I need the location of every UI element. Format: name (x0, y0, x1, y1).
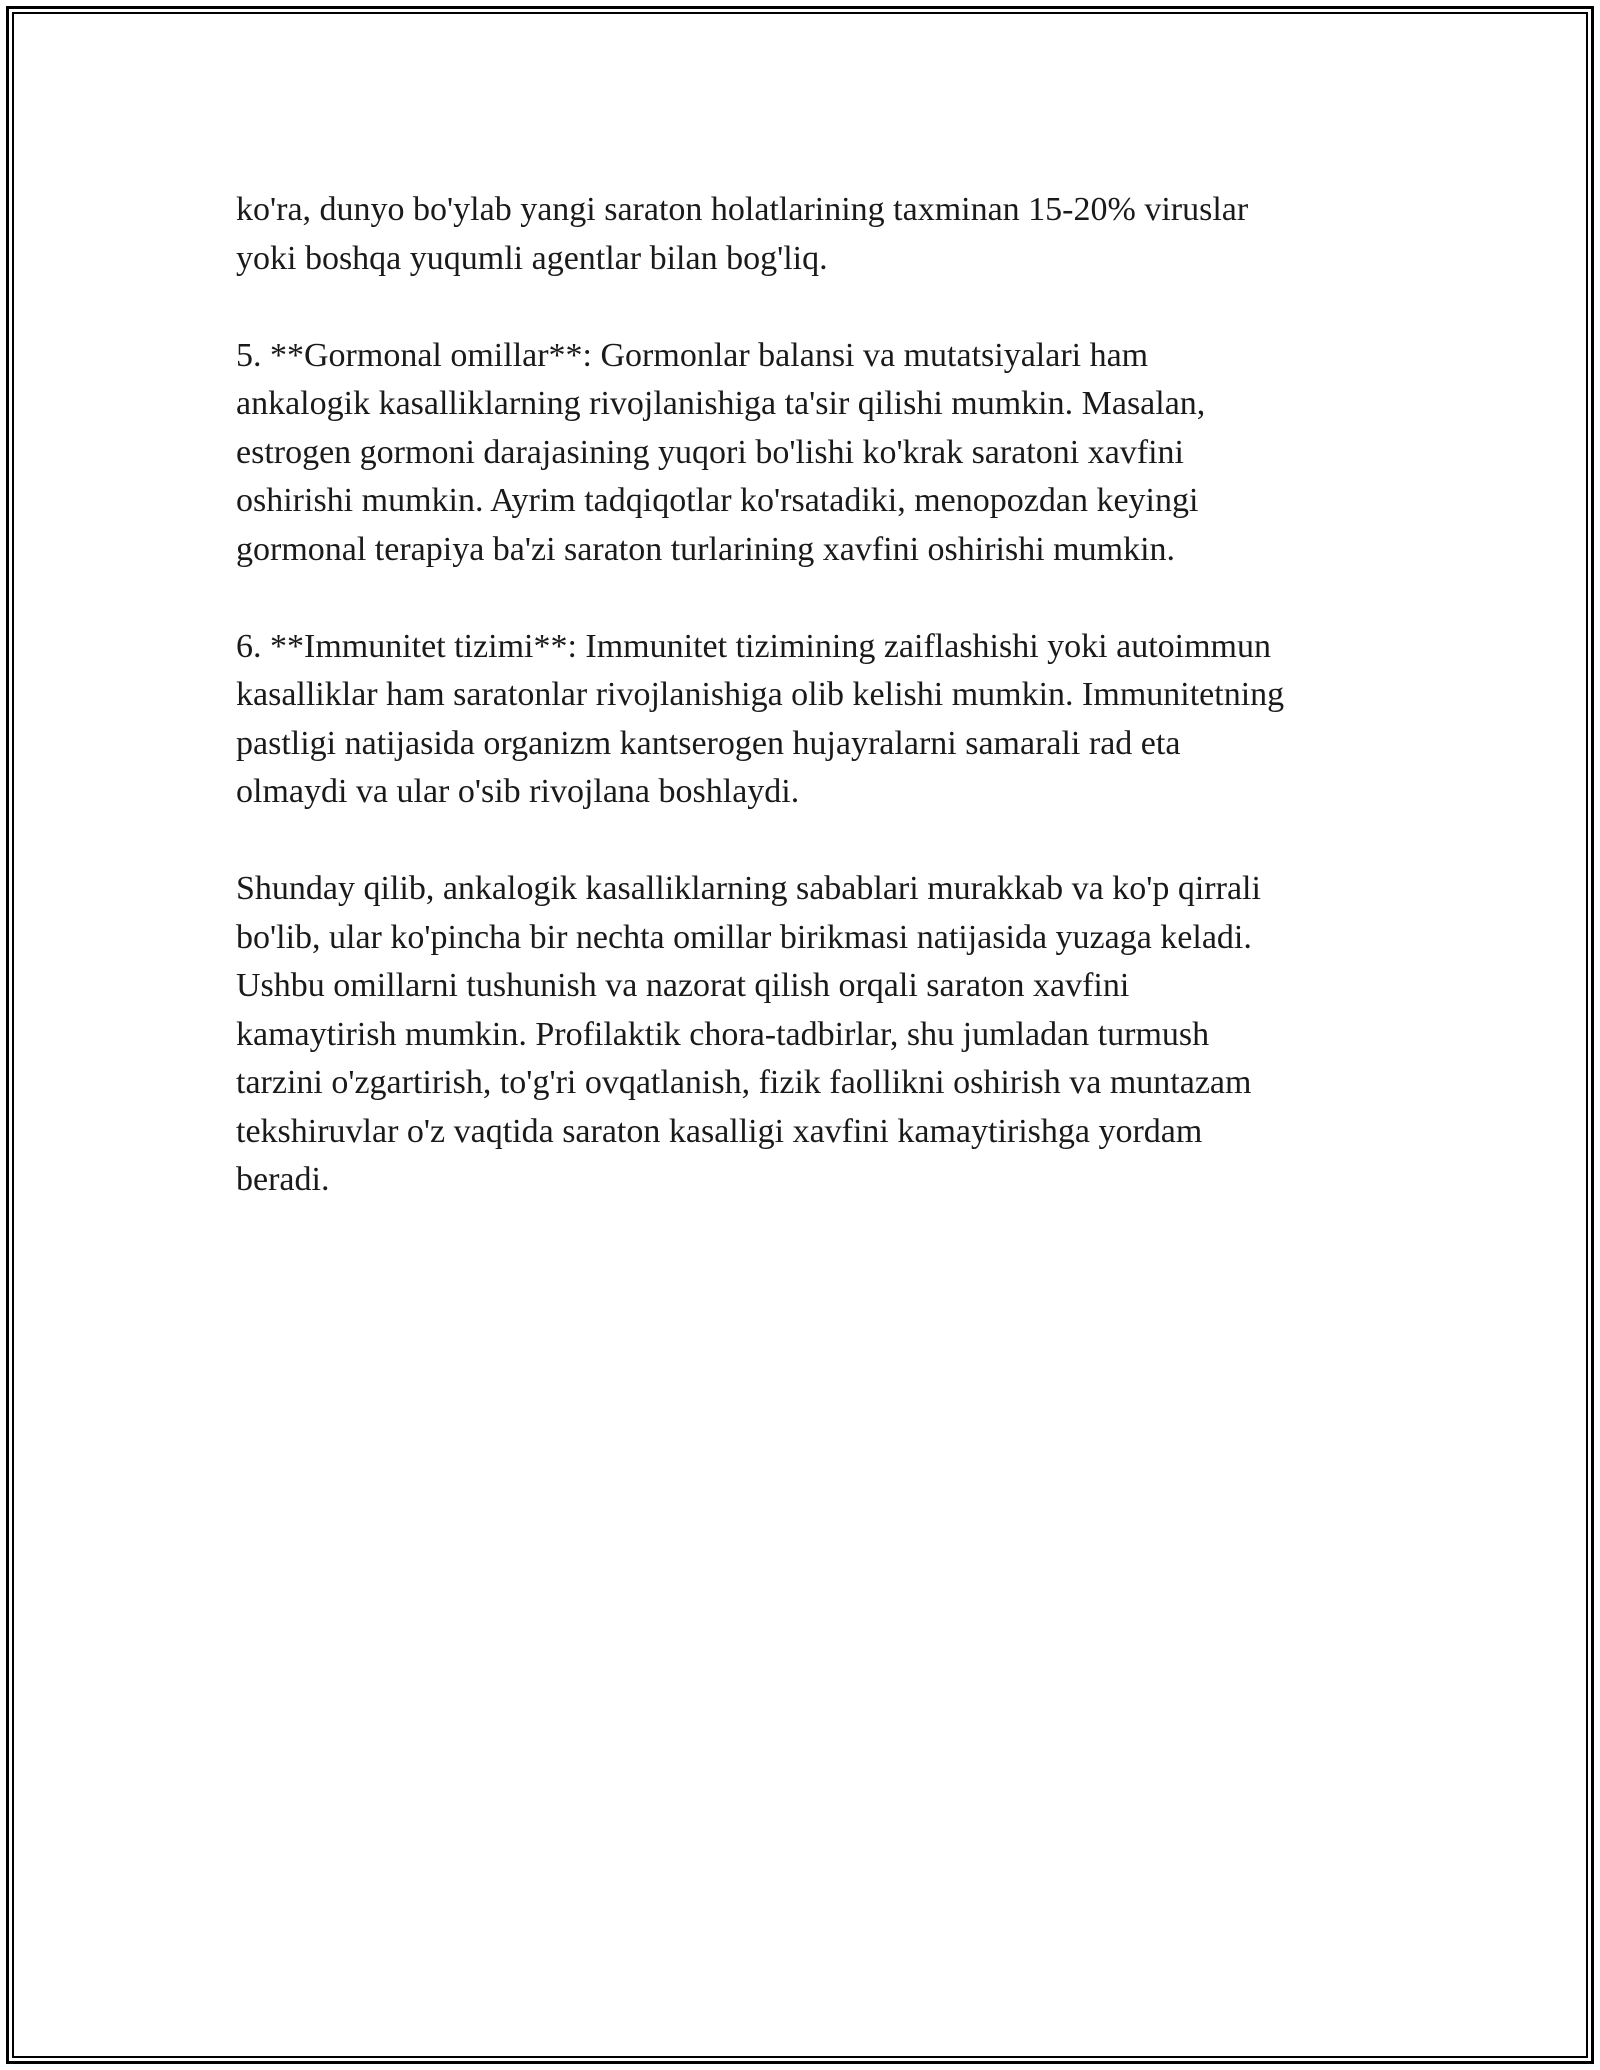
paragraph-continuation: ko'ra, dunyo bo'ylab yangi saraton holatlarining taxminan 15-20% viruslar yoki boshqa yuqumli agentlar bilan bog'liq. (236, 191, 1249, 277)
paragraph-conclusion: Shunday qilib, ankalogik kasalliklarning sabablari murakkab va ko'p qirrali bo'lib, ular ko'pincha bir nechta omillar birikmasi natijasida yuzaga keladi. Ushbu omillarni tushunish va nazorat qilish orqali saraton xavfini kamaytirish mumkin. Profilaktik chora-tadbirlar, shu jumladan turmush tarzini o'zgartirish, to'g'ri ovqatlanish, fizik faollikni oshirish va muntazam tekshiruvlar o'z vaqtida saraton kasalligi xavfini kamaytirishga yordam beradi. (236, 870, 1261, 1198)
paragraph-immune-system: 6. **Immunitet tizimi**: Immunitet tizimining zaiflashishi yoki autoimmun kasalliklar ham saratonlar rivojlanishiga olib kelishi mumkin. Immunitetning pastligi natijasida organizm kantserogen hujayralarni samarali rad eta olmaydi va ular o'sib rivojlana boshlaydi. (236, 627, 1285, 810)
document-body (236, 186, 1386, 1253)
paragraph-hormonal-factors: 5. **Gormonal omillar**: Gormonlar balansi va mutatsiyalari ham ankalogik kasalliklarning rivojlanishiga ta'sir qilishi mumkin. Masalan, estrogen gormoni darajasining yuqori bo'lishi ko'krak saratoni xavfini oshirishi mumkin. Ayrim tadqiqotlar ko'rsatadiki, menopozdan keyingi gormonal terapiya ba'zi saraton turlarining xavfini oshirishi mumkin. (236, 336, 1206, 568)
